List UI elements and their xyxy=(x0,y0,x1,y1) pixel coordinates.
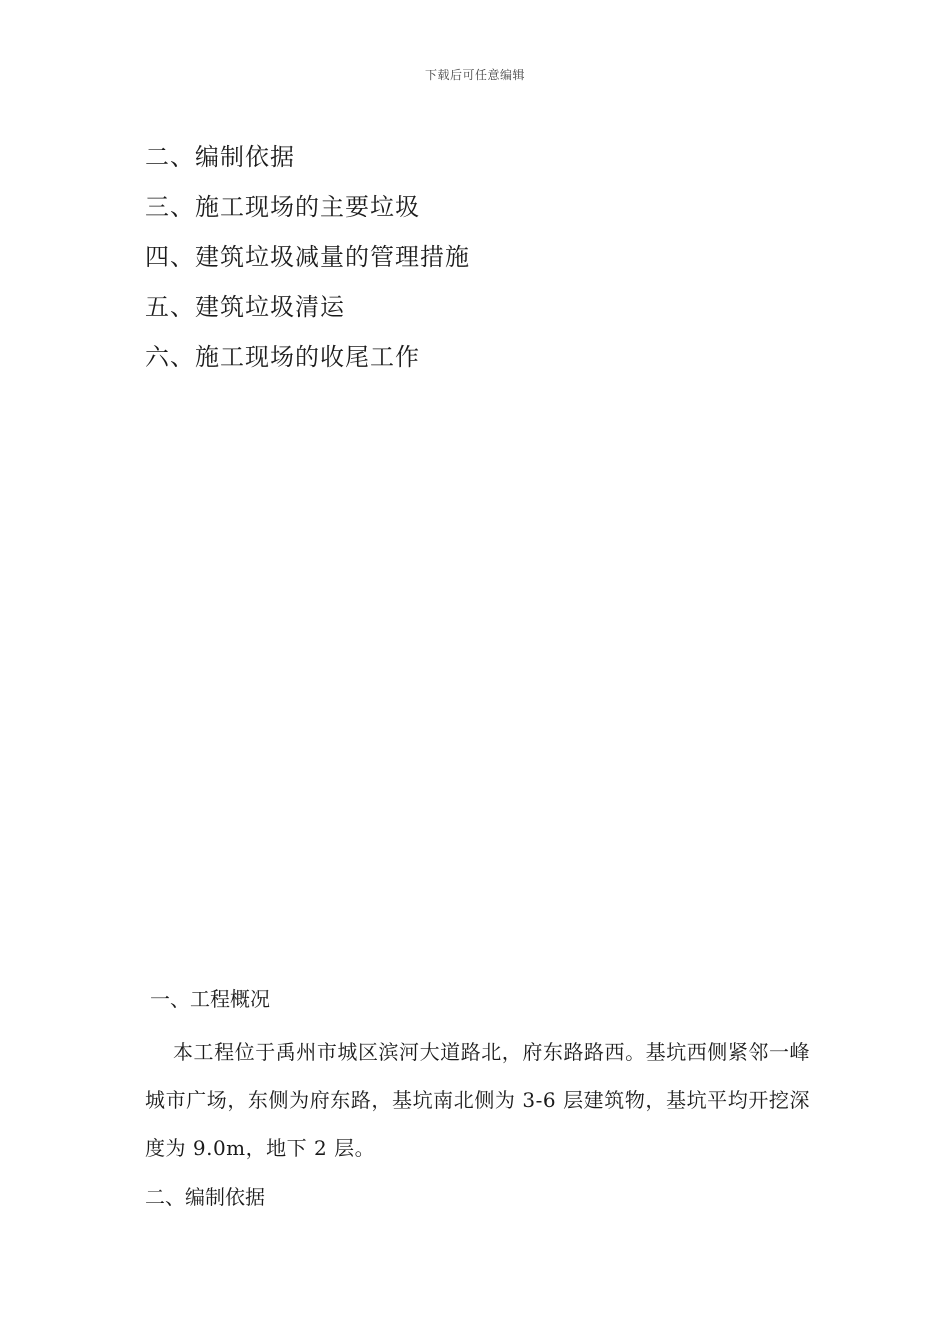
toc-item-main-waste: 三、施工现场的主要垃圾 xyxy=(145,193,420,221)
toc-item-basis: 二、编制依据 xyxy=(145,143,295,171)
section-heading-overview: 一、工程概况 xyxy=(150,987,270,1011)
table-of-contents xyxy=(145,132,470,382)
page-header-note: 下载后可任意编辑 xyxy=(424,68,525,82)
toc-item-reduction-measures: 四、建筑垃圾减量的管理措施 xyxy=(145,243,470,271)
section-heading-basis: 二、编制依据 xyxy=(145,1185,265,1209)
toc-item-waste-removal: 五、建筑垃圾清运 xyxy=(145,293,345,321)
toc-item-closing-work: 六、施工现场的收尾工作 xyxy=(145,343,420,371)
overview-paragraph: 本工程位于禹州市城区滨河大道路北，府东路路西。基坑西侧紧邻一峰城市广场，东侧为府东路，基坑南北侧为 3-6 层建筑物，基坑平均开挖深度为 9.0m，地下 2 层。 xyxy=(145,1040,810,1160)
